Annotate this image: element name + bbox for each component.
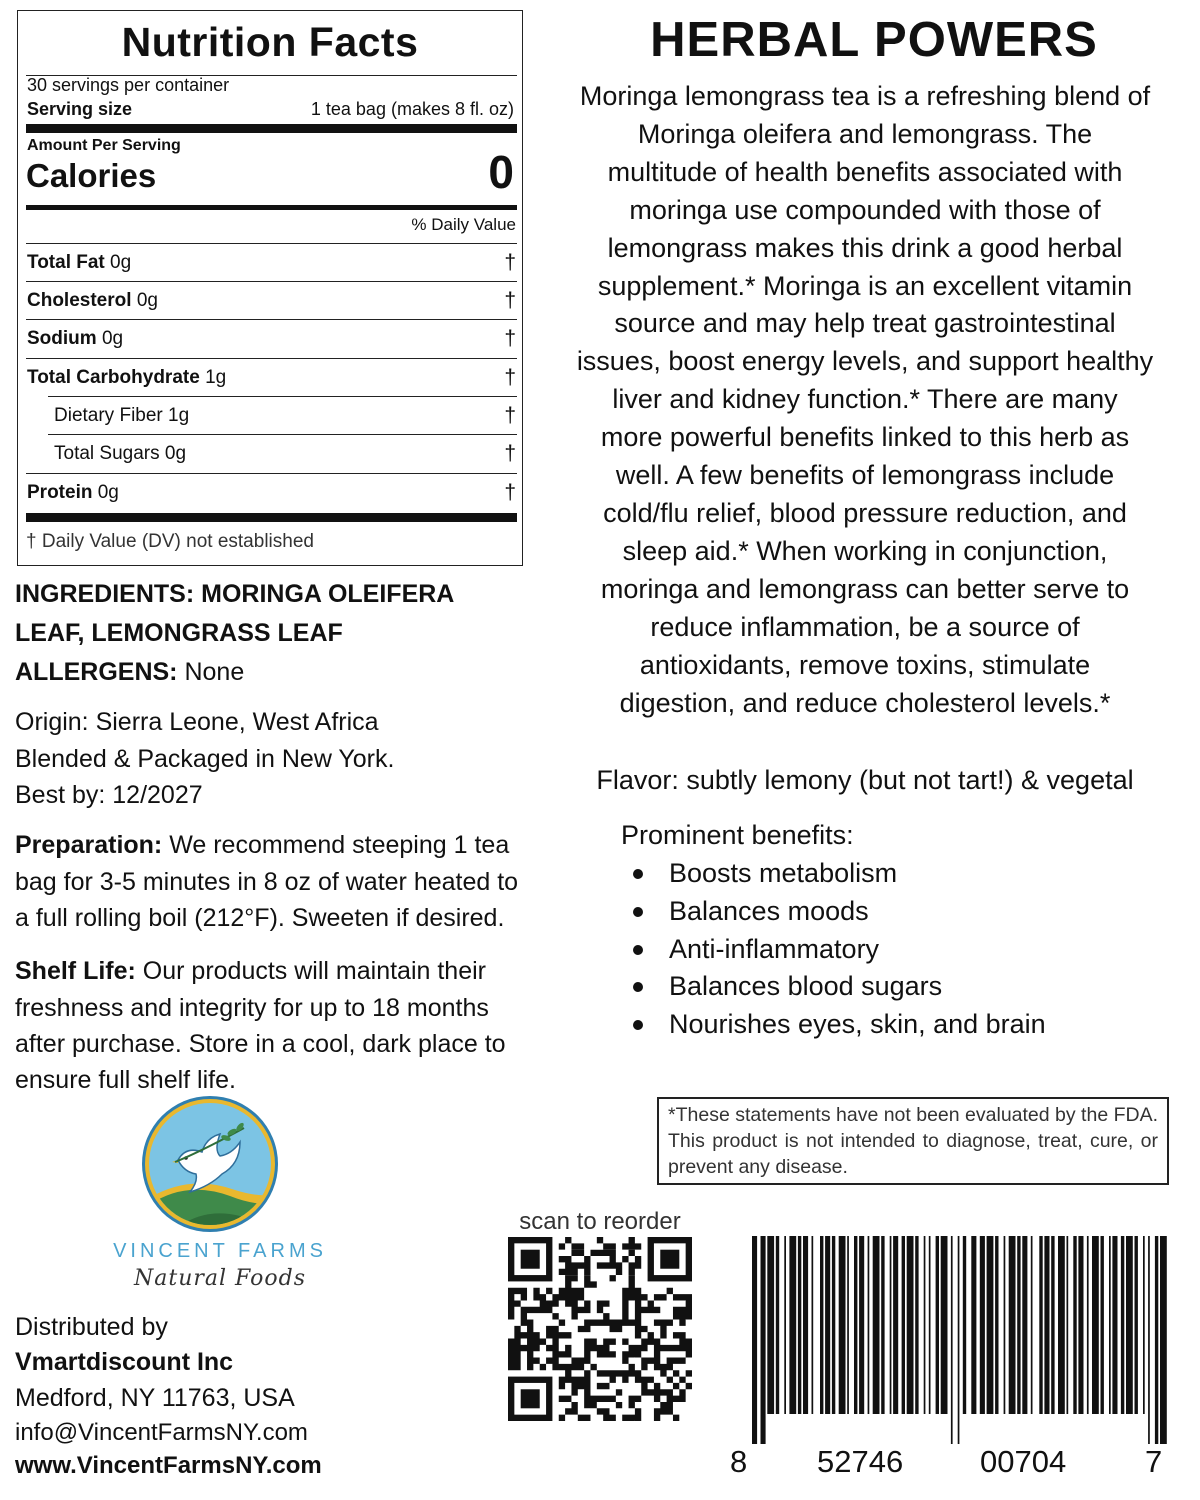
calories-label: Calories [26, 157, 157, 194]
brand-tagline: Natural Foods [134, 1266, 306, 1291]
shelf-life-line-4: ensure full shelf life. [15, 1066, 236, 1089]
qr-finder-pattern [508, 1237, 552, 1281]
barcode [748, 1236, 1168, 1449]
description-line: cold/flu relief, blood pressure reduction, and [603, 497, 1127, 528]
description [545, 78, 1185, 722]
nutrient-name: Total Carbohydrate [27, 367, 200, 388]
nutrient-row-protein [26, 473, 517, 512]
nutrient-row-sodium [26, 319, 517, 358]
brand-name: VINCENT FARMS [113, 1240, 327, 1262]
description-line: multitude of health benefits associated with [607, 156, 1123, 187]
distributor-email: info@VincentFarmsNY.com [15, 1419, 308, 1446]
description-line: Moringa oleifera and lemongrass. The [637, 118, 1093, 149]
list-item [621, 1006, 1046, 1044]
distributor-address: Medford, NY 11763, USA [15, 1384, 295, 1412]
benefits-list [621, 855, 1046, 1044]
benefit-text: Balances moods [669, 895, 869, 926]
benefit-text: Balances blood sugars [669, 971, 943, 1002]
daily-value-header: % Daily Value [411, 215, 516, 234]
fda-disclaimer: *These statements have not been evaluated by the FDA. This product is not intended to diagnose, treat, cure, or prevent any disease. [657, 1097, 1169, 1185]
nutrient-amount: 0g [136, 290, 158, 311]
servings-per-container: 30 servings per container [27, 75, 230, 95]
best-by-line: Best by: 12/2027 [15, 781, 203, 809]
preparation-line-3: a full rolling boil (212°F). Sweeten if desired. [15, 904, 505, 932]
page-heading: HERBAL POWERS [650, 13, 1098, 67]
divider-medium [26, 205, 517, 210]
qr-finder-pattern [508, 1377, 552, 1421]
origin-line: Origin: Sierra Leone, West Africa [15, 708, 379, 736]
shelf-life-line-3: after purchase. Store in a cool, dark place to [15, 1030, 506, 1058]
preparation-text: We recommend steeping 1 tea [169, 831, 510, 859]
barcode-digits-left: 52746 [817, 1444, 904, 1479]
description-line: well. A few benefits of lemongrass include [615, 460, 1115, 491]
barcode-icon [748, 1236, 1168, 1444]
nutrient-amount: 0g [110, 252, 132, 273]
brand-logo [140, 1094, 280, 1239]
nutrient-amount: 1g [168, 405, 190, 426]
nutrient-name: Total Sugars [54, 443, 160, 464]
calories-value: 0 [488, 146, 514, 198]
benefit-text: Nourishes eyes, skin, and brain [669, 1009, 1046, 1040]
list-item [621, 893, 1046, 931]
nutrient-name: Total Fat [27, 252, 105, 273]
packaged-line: Blended & Packaged in New York. [15, 745, 395, 773]
shelf-life-line-4-clip [15, 1062, 236, 1089]
dv-marker: † [504, 366, 516, 389]
description-line: sleep aid.* When working in conjunction, [622, 535, 1108, 566]
dv-marker: † [504, 442, 516, 465]
nutrient-amount: 0g [97, 482, 119, 503]
nutrition-facts-panel [17, 10, 523, 566]
qr-finder-pattern [648, 1237, 692, 1281]
benefit-text: Anti-inflammatory [669, 933, 880, 964]
qr-code-icon [508, 1237, 692, 1421]
description-line: source and may help treat gastrointestinal [614, 308, 1116, 339]
ingredients-line-2: LEAF, LEMONGRASS LEAF [15, 619, 343, 647]
dv-footnote: † Daily Value (DV) not established [26, 531, 314, 552]
description-line: lemongrass makes this drink a good herbal [607, 232, 1123, 263]
list-item [621, 968, 1046, 1006]
dove-with-olive-branch-icon [140, 1094, 280, 1234]
barcode-digit-first: 8 [730, 1444, 748, 1479]
dv-marker: † [504, 289, 516, 312]
description-line: antioxidants, remove toxins, stimulate [639, 649, 1091, 680]
dv-marker: † [504, 481, 516, 504]
barcode-digits-right: 00704 [980, 1444, 1067, 1479]
nutrient-amount: 1g [205, 367, 227, 388]
allergens [15, 654, 244, 690]
serving-size-label: Serving size [27, 99, 133, 119]
description-line: issues, boost energy levels, and support healthy [576, 346, 1154, 377]
benefit-text: Boosts metabolism [669, 858, 898, 888]
preparation-line-1 [15, 827, 509, 863]
qr-caption: scan to reorder [519, 1208, 681, 1235]
bullet-icon [633, 1020, 643, 1030]
description-line: liver and kidney function.* There are many [612, 384, 1118, 415]
nutrient-name: Protein [27, 482, 93, 503]
benefits-title: Prominent benefits: [621, 820, 854, 850]
bullet-icon [633, 982, 643, 992]
description-line: reduce inflammation, be a source of [650, 611, 1080, 642]
list-item [621, 931, 1046, 969]
dv-marker: † [504, 327, 516, 350]
nutrient-row-total-fat [26, 243, 517, 282]
flavor-line: Flavor: subtly lemony (but not tart!) & vegetal [596, 765, 1134, 795]
dv-marker: † [504, 251, 516, 274]
shelf-life-label: Shelf Life: [15, 957, 136, 985]
description-line: more powerful benefits linked to this herb as [600, 422, 1130, 453]
bullet-icon [633, 907, 643, 917]
description-line: moringa and lemongrass can better serve to [600, 573, 1130, 604]
serving-size-value: 1 tea bag (makes 8 fl. oz) [310, 99, 514, 119]
divider-thick [26, 513, 517, 522]
amount-per-serving: Amount Per Serving [27, 137, 181, 154]
distributed-by-label: Distributed by [15, 1313, 168, 1341]
nutrient-row-dietary-fiber [48, 396, 517, 435]
nutrient-amount: 0g [164, 443, 187, 464]
list-item [621, 855, 1046, 893]
bullet-icon [633, 869, 643, 879]
shelf-life-line-2: freshness and integrity for up to 18 months [15, 994, 489, 1022]
qr-code[interactable] [508, 1237, 692, 1426]
shelf-life-text: Our products will maintain their [142, 957, 486, 985]
distributor-company: Vmartdiscount Inc [15, 1348, 234, 1376]
description-line: moringa use compounded with those of [629, 194, 1101, 225]
divider-thick [26, 124, 517, 133]
nutrition-title: Nutrition Facts [121, 19, 419, 65]
nutrient-row-total-carbohydrate [26, 358, 517, 397]
allergens-value: None [184, 658, 245, 686]
allergens-label: ALLERGENS: [15, 658, 178, 686]
barcode-digit-check: 7 [1145, 1444, 1163, 1479]
nutrient-row-cholesterol [26, 281, 517, 320]
ingredients-line-1: INGREDIENTS: MORINGA OLEIFERA [15, 580, 455, 608]
nutrient-name: Sodium [27, 328, 97, 349]
nutrient-amount: 0g [101, 328, 124, 349]
description-line: Moringa lemongrass tea is a refreshing blend of [579, 81, 1151, 111]
nutrient-name: Cholesterol [27, 290, 132, 311]
nutrient-row-total-sugars [48, 434, 517, 473]
dv-marker: † [504, 404, 516, 427]
description-line: supplement.* Moringa is an excellent vitamin [597, 270, 1133, 301]
shelf-life-line-1 [15, 953, 486, 989]
description-line: digestion, and reduce cholesterol levels.* [619, 687, 1111, 718]
bullet-icon [633, 945, 643, 955]
distributor-website: www.VincentFarmsNY.com [15, 1452, 322, 1479]
preparation-line-2: bag for 3-5 minutes in 8 oz of water heated to [15, 868, 519, 896]
nutrient-name: Dietary Fiber [54, 405, 163, 426]
preparation-label: Preparation: [15, 831, 163, 859]
